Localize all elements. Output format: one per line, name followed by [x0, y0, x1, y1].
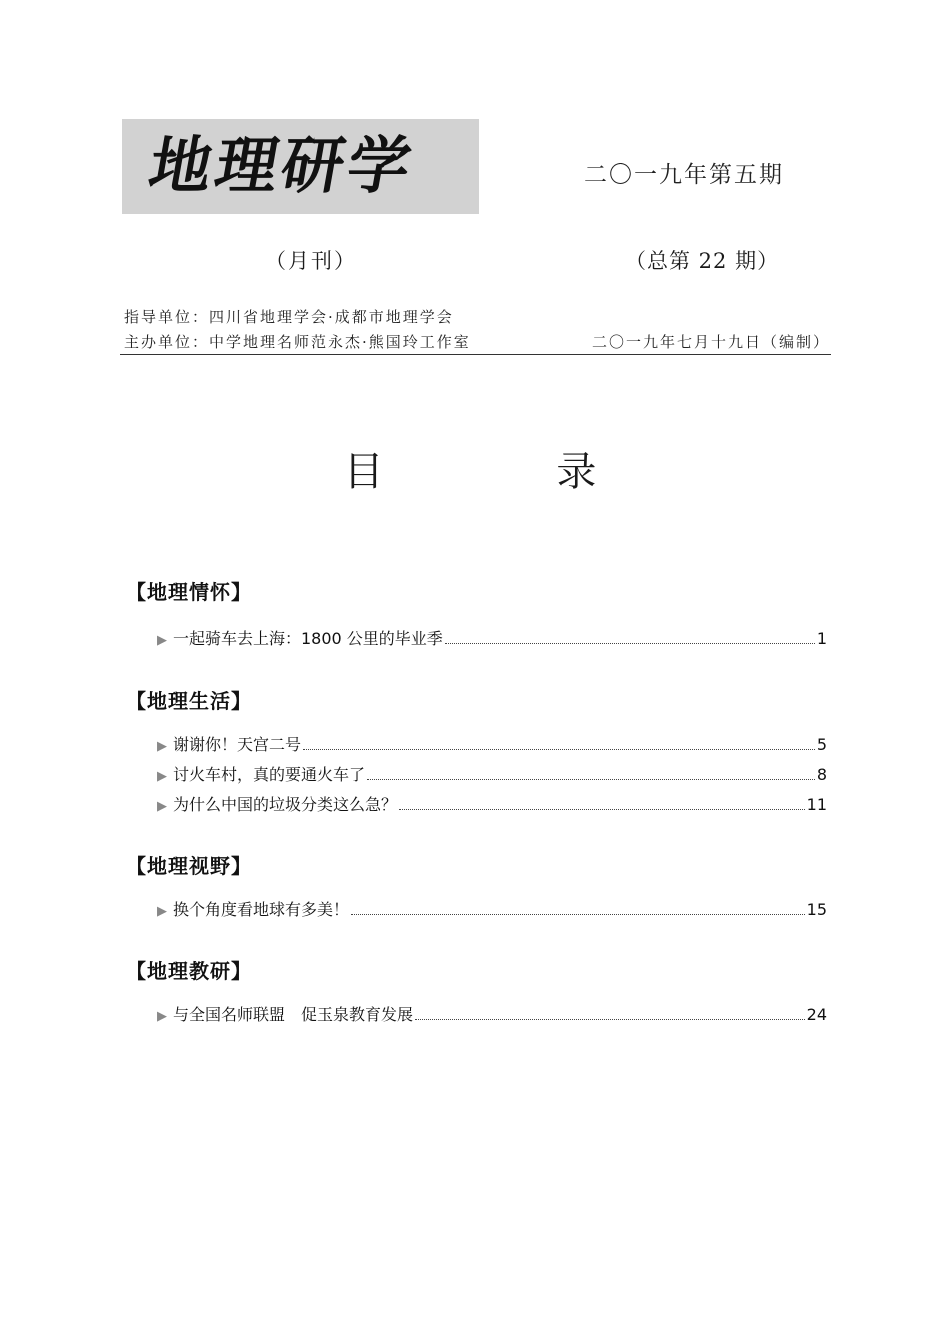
toc-entry-title: 一起骑车去上海：1800 公里的毕业季 [173, 629, 443, 648]
toc-entry[interactable] [157, 626, 827, 649]
header-divider [120, 354, 831, 355]
toc-entry-page: 11 [806, 795, 827, 814]
triangle-right-icon: ▶ [157, 799, 167, 814]
toc-entry-title: 谢谢你！天宫二号 [173, 735, 302, 754]
dot-leader [445, 643, 815, 644]
triangle-right-icon: ▶ [157, 633, 167, 648]
toc-entry-page: 8 [816, 765, 827, 784]
guide-units: 指导单位：四川省地理学会·成都市地理学会 [124, 308, 454, 326]
toc-entry-title: 为什么中国的垃圾分类这么急？ [173, 795, 398, 814]
triangle-right-icon: ▶ [157, 904, 167, 919]
toc-entry[interactable] [157, 897, 827, 920]
toc-title: 目 录 [343, 449, 657, 495]
toc-entry[interactable] [157, 762, 827, 785]
toc-entry[interactable] [157, 732, 827, 755]
section-heading: 【地理生活】 [126, 689, 252, 713]
toc-entry[interactable] [157, 1002, 827, 1025]
section-heading: 【地理视野】 [126, 854, 252, 878]
publication-frequency: （月刊） [265, 249, 357, 273]
section-heading: 【地理情怀】 [126, 580, 252, 604]
issue-date: 二〇一九年第五期 [584, 162, 784, 188]
masthead-logo: 地理研学 [143, 129, 421, 202]
toc-entry-page: 24 [806, 1005, 827, 1024]
toc-entry-page: 15 [806, 900, 827, 919]
host-units: 主办单位：中学地理名师范永杰·熊国玲工作室 [124, 333, 471, 351]
triangle-right-icon: ▶ [157, 1009, 167, 1024]
total-issue-number: （总第 22 期） [625, 249, 780, 273]
toc-entry-page: 1 [816, 629, 827, 648]
compile-date: 二〇一九年七月十九日（编制） [591, 333, 830, 351]
triangle-right-icon: ▶ [157, 769, 167, 784]
dot-leader [351, 914, 805, 915]
dot-leader [415, 1019, 805, 1020]
toc-entry-page: 5 [816, 735, 827, 754]
section-heading: 【地理教研】 [126, 959, 252, 983]
dot-leader [367, 779, 815, 780]
dot-leader [303, 749, 815, 750]
toc-entry[interactable] [157, 792, 827, 815]
toc-entry-title: 与全国名师联盟 促玉泉教育发展 [173, 1005, 414, 1024]
toc-entry-title: 换个角度看地球有多美！ [173, 900, 350, 919]
dot-leader [399, 809, 805, 810]
triangle-right-icon: ▶ [157, 739, 167, 754]
toc-entry-title: 讨火车村，真的要通火车了 [173, 765, 366, 784]
